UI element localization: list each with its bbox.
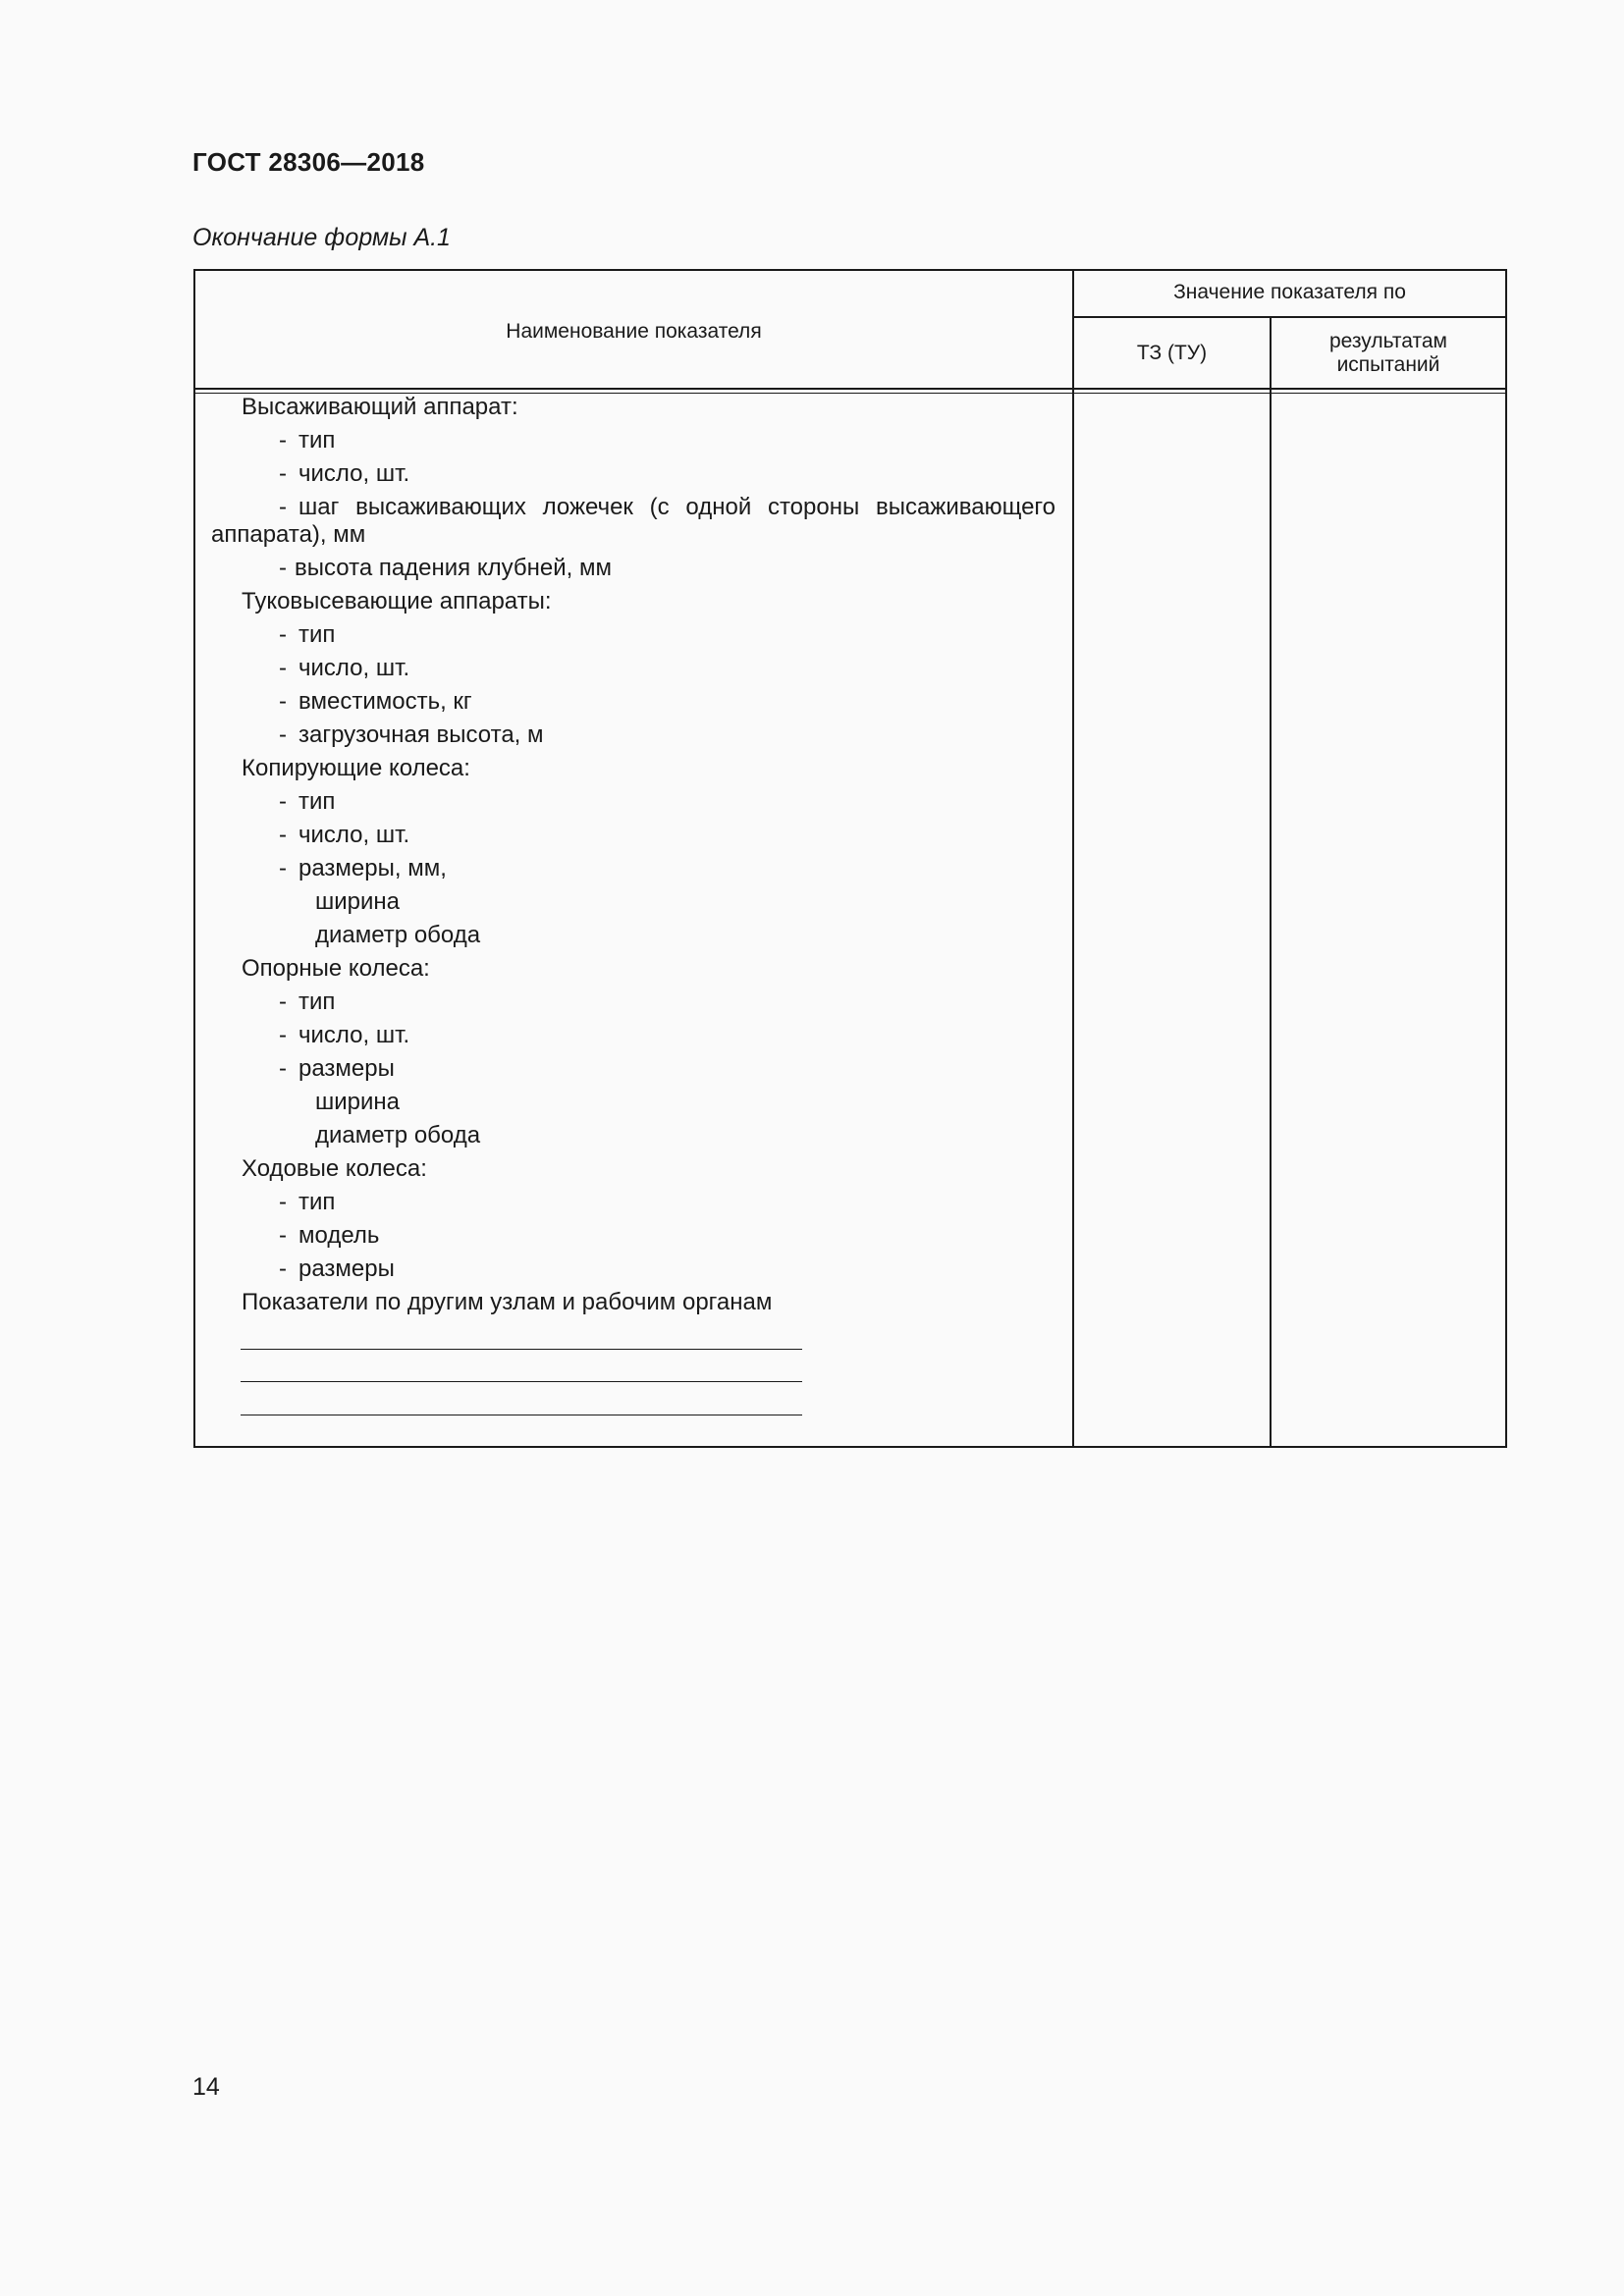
row-label: Показатели по другим узлам и рабочим органам [242, 1289, 773, 1315]
row-dash: - [279, 1222, 287, 1249]
row-label: ширина [315, 888, 401, 915]
table-row [279, 493, 1056, 522]
row-label: тип [298, 1189, 336, 1215]
table-row [315, 1088, 400, 1117]
row-dash: - [279, 621, 287, 648]
row-dash: - [279, 988, 287, 1015]
table-row [279, 1221, 379, 1251]
row-dash: - [279, 655, 287, 681]
table-row [279, 1021, 409, 1050]
row-label: диаметр обода [315, 922, 481, 948]
table-row [279, 687, 472, 717]
row-label: высота падения клубней, мм [295, 555, 612, 581]
row-label: размеры, мм, [298, 855, 447, 881]
table-row [242, 1288, 772, 1317]
row-label: модель [298, 1222, 380, 1249]
column-divider-values [1270, 316, 1272, 1446]
row-dash: - [279, 721, 287, 748]
row-label: загрузочная высота, м [298, 721, 544, 748]
table-row [279, 1255, 395, 1284]
row-dash: - [279, 788, 287, 815]
row-label: Копирующие колеса: [242, 755, 470, 781]
page-number: 14 [192, 2073, 220, 2101]
table-row [315, 921, 480, 950]
table-row [242, 754, 470, 783]
row-label: тип [298, 988, 336, 1015]
table-row [279, 426, 335, 455]
table-row [242, 954, 430, 984]
column-header-tz: ТЗ (ТУ) [1136, 342, 1208, 364]
row-dash: - [279, 822, 287, 848]
table-row [242, 1154, 427, 1184]
row-label: тип [298, 427, 336, 454]
blank-fill-line [241, 1349, 802, 1350]
form-caption: Окончание формы А.1 [192, 224, 451, 251]
table-row [279, 821, 409, 850]
row-label: тип [298, 621, 336, 648]
row-label: аппарата), мм [211, 521, 366, 548]
row-label: число, шт. [298, 655, 410, 681]
row-label: число, шт. [298, 460, 410, 487]
row-dash: - [279, 460, 287, 487]
row-dash: - [279, 1255, 287, 1282]
table-row [279, 1188, 335, 1217]
row-label: размеры [298, 1055, 395, 1082]
row-label: число, шт. [298, 822, 410, 848]
table-row [315, 1121, 480, 1150]
row-dash: - [279, 555, 287, 581]
column-group-header-value: Значение показателя по [1173, 281, 1406, 303]
row-label: число, шт. [298, 1022, 410, 1048]
table-row [242, 587, 552, 616]
row-dash: - [279, 855, 287, 881]
row-dash: - [279, 1189, 287, 1215]
row-label: диаметр обода [315, 1122, 481, 1148]
table-row [279, 721, 544, 750]
table-row [279, 854, 447, 883]
column-divider-name [1072, 271, 1074, 1446]
row-dash: - [279, 1055, 287, 1082]
document-code: ГОСТ 28306—2018 [192, 147, 425, 177]
column-header-test-results [1272, 330, 1505, 377]
row-dash: - [279, 427, 287, 454]
value-group-underline [1072, 316, 1505, 318]
row-dash: - [279, 494, 287, 520]
table-row [279, 988, 335, 1017]
row-label: Высаживающий аппарат: [242, 394, 518, 420]
row-label: шаг высаживающих ложечек (с одной стороны высаживающего [298, 494, 1056, 520]
table-row [211, 520, 365, 550]
row-label: Опорные колеса: [242, 955, 430, 982]
column-header-test-line2: испытаний [1336, 353, 1440, 376]
blank-fill-line [241, 1381, 802, 1382]
table-row [279, 620, 335, 650]
row-dash: - [279, 688, 287, 715]
table-row [279, 1054, 395, 1084]
table-row [315, 887, 400, 917]
row-label: размеры [298, 1255, 395, 1282]
table-row [279, 554, 612, 583]
row-label: Ходовые колеса: [242, 1155, 427, 1182]
row-label: Туковысевающие аппараты: [242, 588, 552, 614]
indicator-table [193, 269, 1507, 1448]
table-row [279, 787, 335, 817]
row-label: тип [298, 788, 336, 815]
row-label: ширина [315, 1089, 401, 1115]
table-row [279, 459, 409, 489]
row-label: вместимость, кг [298, 688, 472, 715]
table-row [242, 393, 518, 422]
table-row [279, 654, 409, 683]
column-header-test-line1: результатам [1329, 330, 1447, 352]
row-dash: - [279, 1022, 287, 1048]
column-header-name: Наименование показателя [506, 320, 762, 343]
header-bottom-line [195, 388, 1505, 390]
